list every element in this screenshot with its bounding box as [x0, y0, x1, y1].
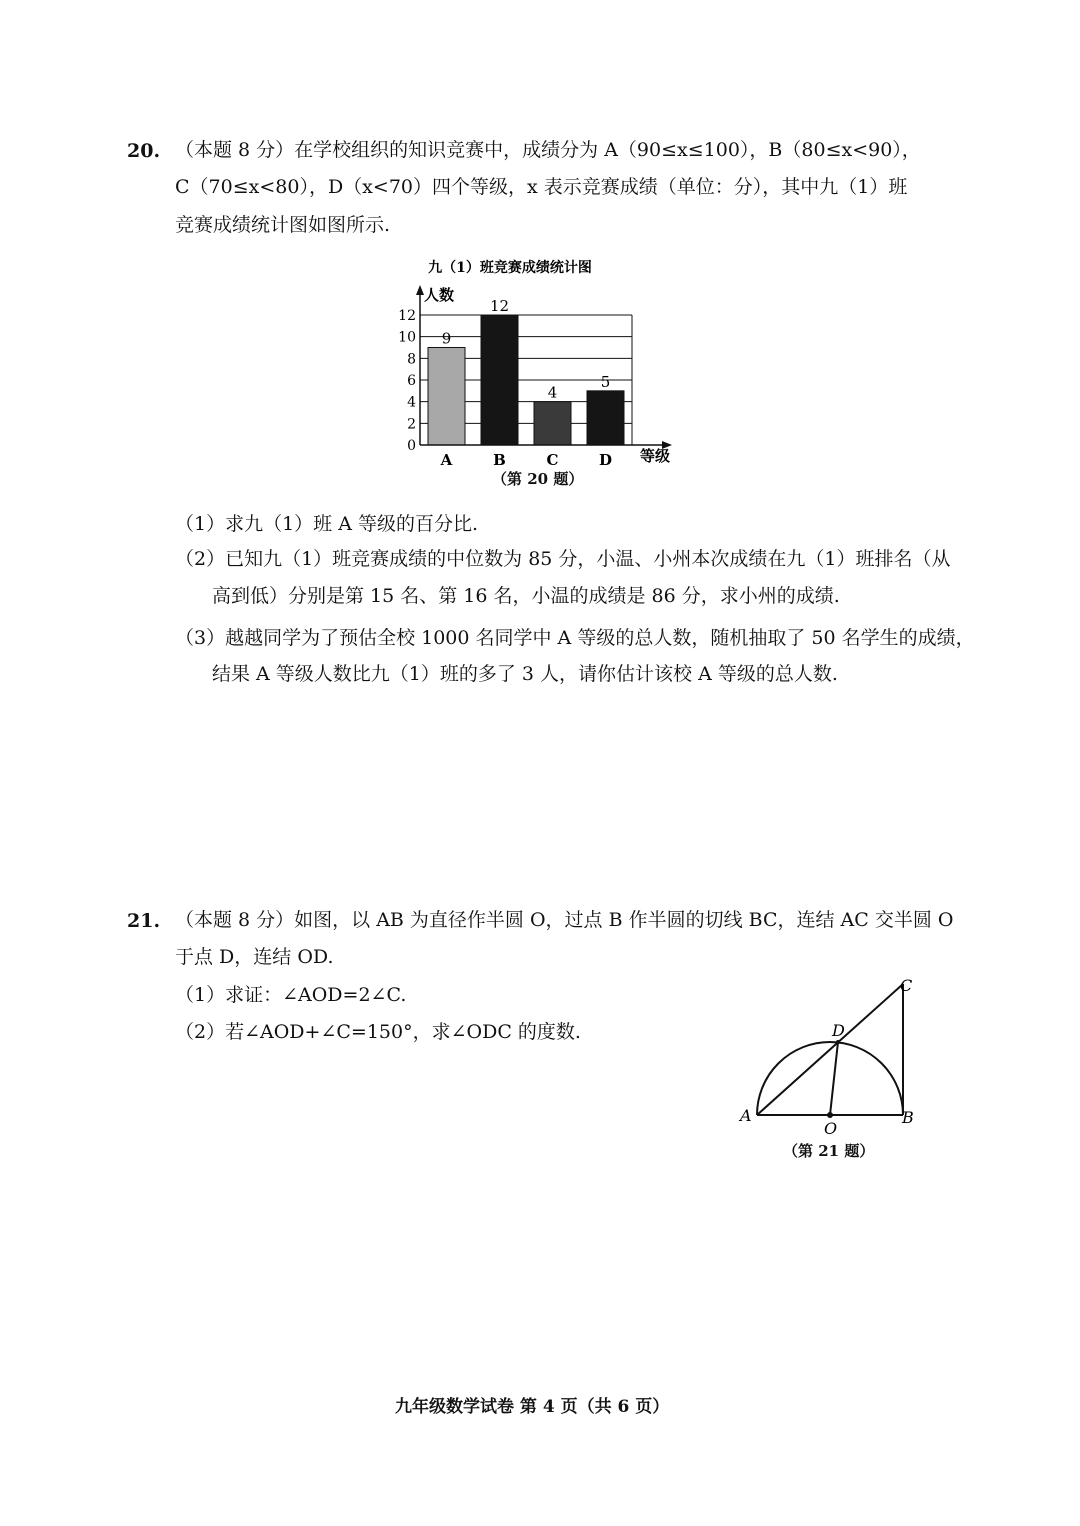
- y-tick-label: 0: [407, 438, 416, 454]
- bar-d: [587, 391, 624, 445]
- segment-od: [830, 1042, 838, 1115]
- label-c: C: [900, 976, 913, 995]
- grade-bar-chart: [380, 252, 690, 492]
- y-axis-arrow: [416, 285, 424, 295]
- bar-c: [534, 402, 571, 445]
- question-20-part-3-line-1: （3）越越同学为了预估全校 1000 名同学中 A 等级的总人数，随机抽取了 50 名学生的成绩，: [175, 627, 975, 649]
- bar-value-label: 9: [441, 329, 452, 348]
- question-21-stem-line-2: 于点 D，连结 OD.: [175, 946, 334, 968]
- label-d: D: [832, 1021, 845, 1040]
- y-tick-label: 4: [407, 394, 416, 411]
- label-a: A: [740, 1106, 752, 1125]
- x-tick-label: C: [546, 451, 559, 469]
- center-point-o: [827, 1112, 833, 1118]
- question-20-stem-line-2: C（70≤x<80），D（x<70）四个等级，x 表示竞赛成绩（单位：分），其中九（1）班: [175, 176, 908, 198]
- x-tick-label: D: [598, 451, 613, 469]
- question-20-part-2-line-1: （2）已知九（1）班竞赛成绩的中位数为 85 分，小温、小州本次成绩在九（1）班排名（从: [175, 548, 951, 570]
- question-20-part-3-line-2: 结果 A 等级人数比九（1）班的多了 3 人，请你估计该校 A 等级的总人数.: [212, 663, 838, 685]
- bar-value-label: 12: [489, 297, 510, 315]
- semicircle-figure: [730, 970, 930, 1140]
- question-20-number: 20.: [127, 140, 161, 162]
- bar-value-label: 5: [600, 372, 611, 391]
- bar-a: [428, 348, 465, 446]
- question-21-part-1: （1）求证：∠AOD=2∠C.: [175, 984, 407, 1006]
- figure-21-caption: （第 21 题）: [783, 1142, 875, 1160]
- x-tick-label: A: [440, 451, 453, 469]
- x-axis-label: 等级: [640, 447, 671, 465]
- question-21-stem-line-1: （本题 8 分）如图，以 AB 为直径作半圆 O，过点 B 作半圆的切线 BC，连结 AC 交半圆 O: [175, 909, 954, 931]
- bar-value-label: 4: [547, 383, 558, 402]
- question-21-part-2: （2）若∠AOD+∠C=150°，求∠ODC 的度数.: [175, 1021, 581, 1043]
- y-tick-label: 12: [398, 308, 416, 324]
- question-20-stem-line-3: 竞赛成绩统计图如图所示.: [175, 214, 391, 236]
- label-o: O: [824, 1119, 838, 1138]
- point-d: [836, 1040, 840, 1044]
- y-tick-label: 10: [398, 329, 416, 346]
- y-axis-label: 人数: [424, 286, 455, 304]
- y-tick-label: 8: [407, 351, 416, 368]
- x-tick-label: B: [493, 451, 506, 469]
- segment-ac: [757, 984, 903, 1115]
- page-footer: 九年级数学试卷 第 4 页（共 6 页）: [395, 1397, 670, 1417]
- question-20-part-2-line-2: 高到低）分别是第 15 名、第 16 名，小温的成绩是 86 分，求小州的成绩.: [212, 585, 840, 607]
- label-b: B: [902, 1108, 914, 1127]
- chart-bars: [428, 297, 624, 445]
- question-20-stem-line-1: （本题 8 分）在学校组织的知识竞赛中，成绩分为 A（90≤x≤100），B（80≤x<90），: [175, 139, 921, 161]
- bar-b: [481, 315, 518, 445]
- y-tick-label: 6: [407, 373, 416, 389]
- question-21-number: 21.: [127, 910, 161, 932]
- figure-20-caption: （第 20 题）: [492, 470, 584, 488]
- question-20-part-1: （1）求九（1）班 A 等级的百分比.: [175, 513, 479, 535]
- y-tick-label: 2: [407, 416, 416, 433]
- chart-title: 九（1）班竞赛成绩统计图: [428, 260, 592, 276]
- semicircle-arc: [757, 1042, 903, 1115]
